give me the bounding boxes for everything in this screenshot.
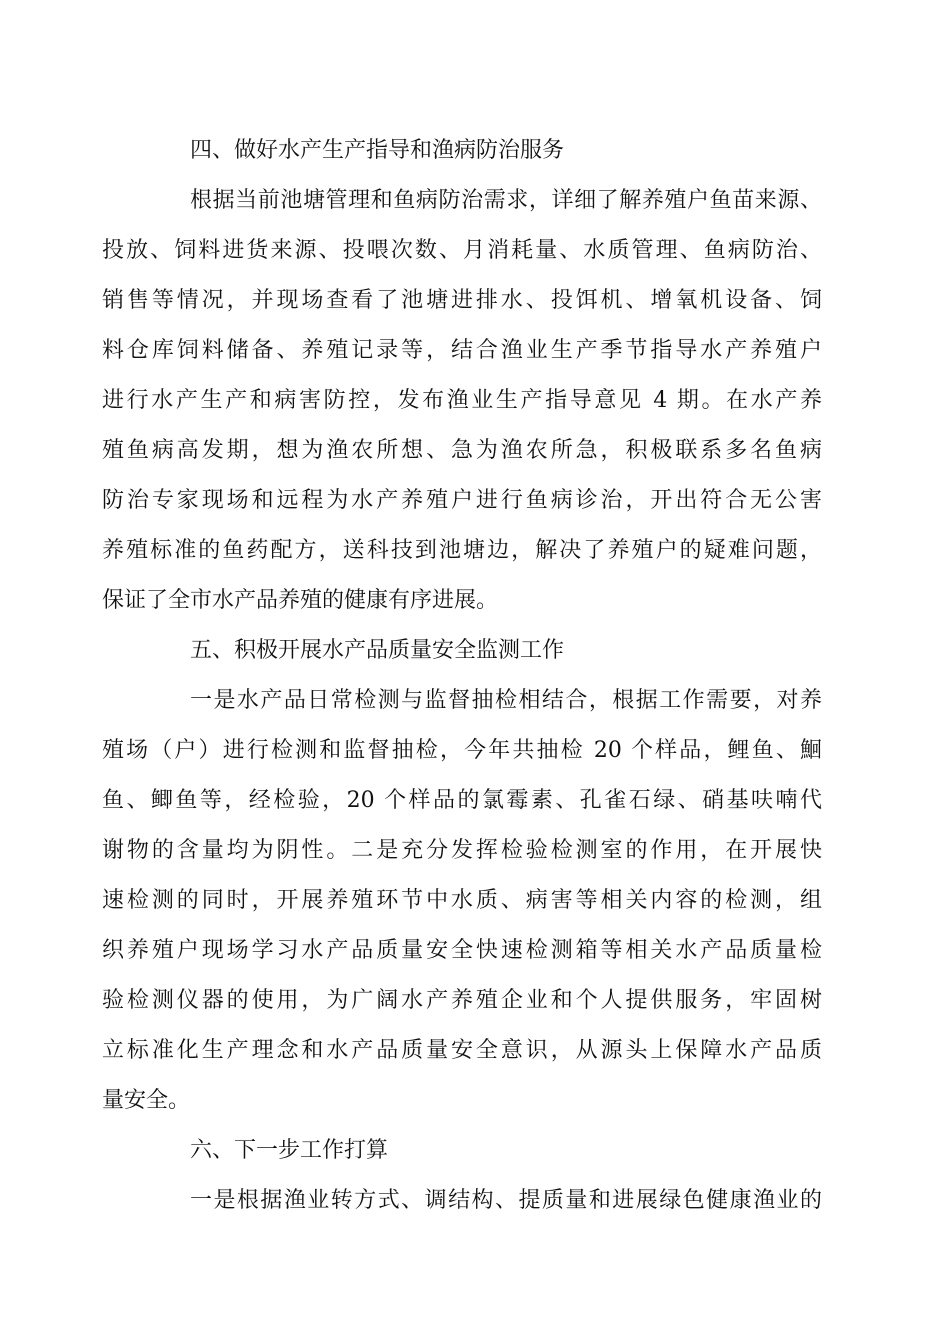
- paragraph-line: 保证了全市水产品养殖的健康有序进展。: [102, 588, 499, 613]
- paragraph-line: 销售等情况，并现场查看了池塘进排水、投饵机、增氧机设备、饲: [102, 288, 822, 313]
- section-5-paragraph: [102, 676, 822, 1126]
- paragraph-line: 防治专家现场和远程为水产养殖户进行鱼病诊治，开出符合无公害: [102, 488, 822, 513]
- paragraph-line: 速检测的同时，开展养殖环节中水质、病害等相关内容的检测，组: [102, 888, 822, 913]
- paragraph-line: 殖鱼病高发期，想为渔农所想、急为渔农所急，积极联系多名鱼病: [102, 438, 822, 463]
- paragraph-line: 根据当前池塘管理和鱼病防治需求，详细了解养殖户鱼苗来源、: [190, 188, 822, 213]
- document-body: [102, 126, 822, 1226]
- paragraph-line: 量安全。: [102, 1088, 191, 1113]
- paragraph-line: 一是水产品日常检测与监督抽检相结合，根据工作需要，对养: [190, 688, 822, 713]
- paragraph-line: 料仓库饲料储备、养殖记录等，结合渔业生产季节指导水产养殖户: [102, 338, 822, 363]
- paragraph-line: 立标准化生产理念和水产品质量安全意识，从源头上保障水产品质: [102, 1038, 822, 1063]
- paragraph-line: 投放、饲料进货来源、投喂次数、月消耗量、水质管理、鱼病防治、: [102, 238, 822, 263]
- paragraph-line: 殖场（户）进行检测和监督抽检，今年共抽检 20 个样品，鲤鱼、鮰: [102, 738, 822, 763]
- paragraph-line: 养殖标准的鱼药配方，送科技到池塘边，解决了养殖户的疑难问题，: [102, 538, 822, 563]
- section-heading-6: 六、下一步工作打算: [190, 1138, 389, 1163]
- paragraph-line: 谢物的含量均为阴性。二是充分发挥检验检测室的作用，在开展快: [102, 838, 822, 863]
- paragraph-line: 一是根据渔业转方式、调结构、提质量和进展绿色健康渔业的: [190, 1188, 822, 1213]
- section-heading-5: 五、积极开展水产品质量安全监测工作: [190, 638, 565, 663]
- paragraph-line: 鱼、鲫鱼等，经检验，20 个样品的氯霉素、孔雀石绿、硝基呋喃代: [102, 788, 822, 813]
- paragraph-line: 进行水产生产和病害防控，发布渔业生产指导意见 4 期。在水产养: [102, 388, 822, 413]
- section-4-paragraph: [102, 176, 822, 626]
- section-heading-4: 四、做好水产生产指导和渔病防治服务: [190, 138, 565, 163]
- section-6-paragraph: [146, 1176, 822, 1226]
- paragraph-line: 织养殖户现场学习水产品质量安全快速检测箱等相关水产品质量检: [102, 938, 822, 963]
- paragraph-line: 验检测仪器的使用，为广阔水产养殖企业和个人提供服务，牢固树: [102, 988, 822, 1013]
